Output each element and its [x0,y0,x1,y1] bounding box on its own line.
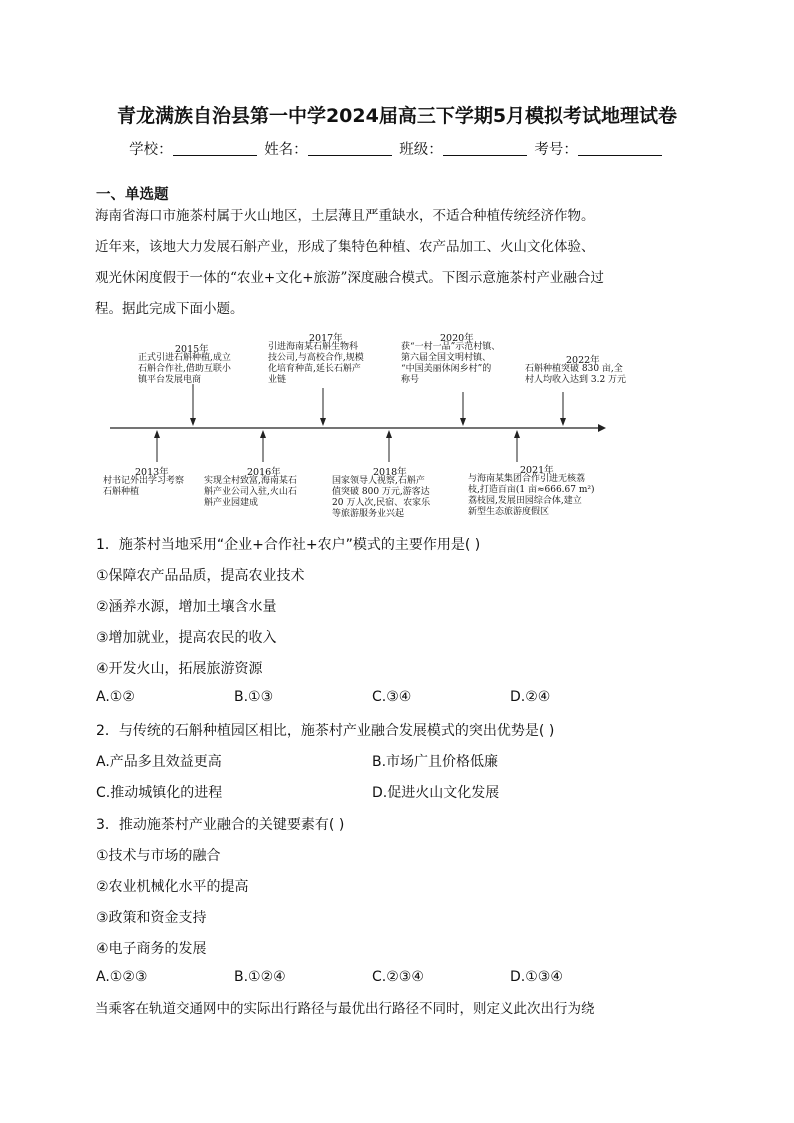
question-3-option-a[interactable]: A.①②③ [96,969,148,985]
question-1-option-b[interactable]: B.①③ [234,689,274,705]
timeline-event-2021: 与海南某集团合作引进无核荔 枝,打造百亩(1 亩≈666.67 m²) 荔枝园,发展田园综合体,建立 新型生态旅游度假区 [468,474,595,517]
question-3-item: ②农业机械化水平的提高 [96,879,249,895]
section-heading: 一、单选题 [96,187,169,203]
question-3-item: ④电子商务的发展 [96,941,207,957]
timeline-event-2018: 国家领导人视察,石斛产 值突破 800 万元,游客达 20 万人次,民宿、农家乐 等旅游服务业兴起 [332,476,431,519]
question-3-option-c[interactable]: C.②③④ [372,969,424,985]
question-1-item: ③增加就业，提高农民的收入 [96,630,277,646]
school-label: 学校： [129,142,173,158]
timeline-year-2022: 2022年 [566,355,600,366]
question-1-option-d[interactable]: D.②④ [510,689,551,705]
question-1-option-a[interactable]: A.①② [96,689,135,705]
name-label: 姓名： [264,142,308,158]
question-2-option-d[interactable]: D.促进火山文化发展 [372,785,500,801]
page-title: 青龙满族自治县第一中学2024届高三下学期5月模拟考试地理试卷 [116,105,678,127]
timeline-year-2017: 2017年 [309,333,343,344]
intro-line: 观光休闲度假于一体的“农业+文化+旅游”深度融合模式。下图示意施茶村产业融合过 [95,270,604,286]
timeline-event-2017: 引进海南某石斛生物科 技公司,与高校合作,规模 化培育种苗,延长石斛产 业链 [268,342,364,385]
intro-line: 海南省海口市施茶村属于火山地区，土层薄且严重缺水，不适合种植传统经济作物。 [95,208,595,224]
question-2-option-c[interactable]: C.推动城镇化的进程 [96,785,223,801]
question-2-option-b[interactable]: B.市场广且价格低廉 [372,754,499,770]
question-1-stem: 1．施茶村当地采用“企业+合作社+农户”模式的主要作用是( ) [96,537,481,553]
timeline-event-2016: 实现全村致富,海南某石 斛产业公司入驻,火山石 斛产业园建成 [204,476,297,508]
timeline-arrowhead [598,424,606,432]
class-label: 班级： [399,142,443,158]
question-1-item: ①保障农产品品质，提高农业技术 [96,568,305,584]
question-3-option-d[interactable]: D.①③④ [510,969,563,985]
intro-line: 近年来，该地大力发展石斛产业，形成了集特色种植、农产品加工、火山文化体验、 [95,239,595,255]
question-3-item: ③政策和资金支持 [96,910,207,926]
question-1-option-c[interactable]: C.③④ [372,689,412,705]
question-3-stem: 3．推动施茶村产业融合的关键要素有( ) [96,817,345,833]
question-2-stem: 2．与传统的石斛种植园区相比，施茶村产业融合发展模式的突出优势是( ) [96,723,555,739]
question-1-item: ②涵养水源，增加土壤含水量 [96,599,277,615]
timeline-year-2021: 2021年 [520,465,554,476]
timeline-year-2020: 2020年 [440,333,474,344]
question-3-option-b[interactable]: B.①②④ [234,969,286,985]
number-label: 考号： [534,142,578,158]
intro-line: 程。据此完成下面小题。 [95,301,244,317]
timeline-event-2022: 石斛种植突破 830 亩,全 村人均收入达到 3.2 万元 [525,364,627,385]
timeline-event-2013: 村书记外出学习考察 石斛种植 [103,476,185,497]
timeline-year-2015: 2015年 [175,344,209,355]
timeline-year-2018: 2018年 [373,467,407,478]
next-passage-line: 当乘客在轨道交通网中的实际出行路径与最优出行路径不同时，则定义此次出行为绕 [95,1001,595,1017]
question-2-option-a[interactable]: A.产品多且效益更高 [96,754,222,770]
timeline-event-2015: 正式引进石斛种植,成立 石斛合作社,借助互联小 镇平台发展电商 [138,353,231,385]
timeline-year-2016: 2016年 [247,467,281,478]
timeline-year-2013: 2013年 [135,467,169,478]
question-3-item: ①技术与市场的融合 [96,848,221,864]
question-1-item: ④开发火山，拓展旅游资源 [96,661,263,677]
timeline-event-2020: 获“一村一品”示范村镇、 第六届全国文明村镇、 “中国美丽休闲乡村”的 称号 [401,342,501,385]
